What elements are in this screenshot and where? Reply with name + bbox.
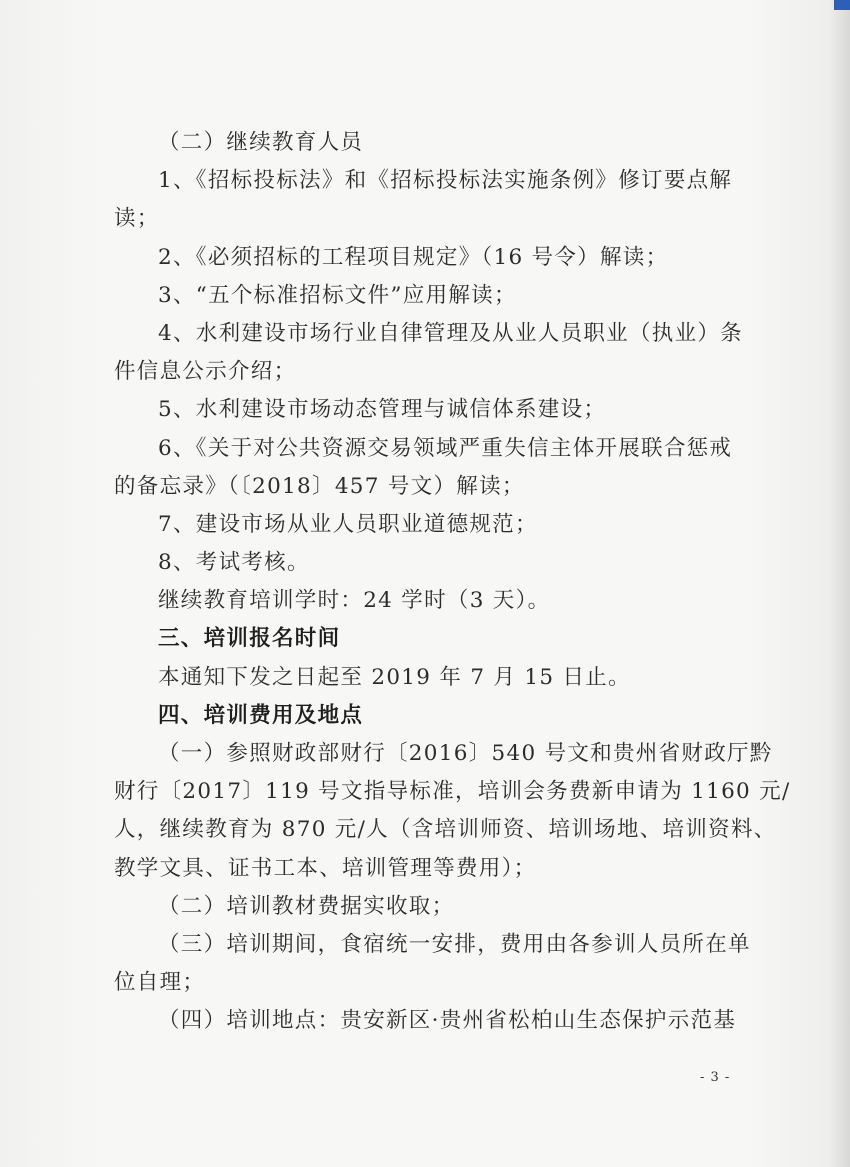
paragraph-line: 本通知下发之日起至 2019 年 7 月 15 日止。 xyxy=(158,664,631,690)
list-item-continuation: 件信息公示介绍； xyxy=(114,359,297,385)
list-item: 5、水利建设市场动态管理与诚信体系建设； xyxy=(158,397,607,423)
section-heading: 三、培训报名时间 xyxy=(158,626,341,652)
list-item: 7、建设市场从业人员职业道德规范； xyxy=(158,511,538,537)
paragraph-line: （一）参照财政部财行〔2016〕540 号文和贵州省财政厅黔 xyxy=(158,741,773,766)
paragraph-line: 继续教育培训学时：24 学时（3 天）。 xyxy=(158,588,551,614)
document-body xyxy=(114,124,791,1041)
paragraph-line: （三）培训期间，食宿统一安排，费用由各参训人员所在单 xyxy=(158,931,751,957)
list-item: 3、“五个标准招标文件”应用解读； xyxy=(158,282,517,308)
list-item-continuation: 的备忘录》（〔2018〕457 号文）解读； xyxy=(114,473,525,499)
list-item-continuation: 读； xyxy=(114,206,160,232)
page-number: - 3 - xyxy=(700,1070,731,1085)
paragraph-line: （二）培训教材费据实收取； xyxy=(158,893,455,919)
paragraph-line: （四）培训地点：贵安新区·贵州省松柏山生态保护示范基 xyxy=(158,1008,737,1034)
paragraph-line: 人，继续教育为 870 元/人（含培训师资、培训场地、培训资料、 xyxy=(114,817,777,843)
scan-corner-mark xyxy=(834,0,850,10)
section-heading: 四、培训费用及地点 xyxy=(158,702,364,728)
paragraph-line: 教学文具、证书工本、培训管理等费用）； xyxy=(114,855,537,881)
list-item: 2、《必须招标的工程项目规定》（16 号令）解读； xyxy=(158,244,669,270)
section-subheading: （二）继续教育人员 xyxy=(158,130,364,155)
paragraph-line: 财行〔2017〕119 号文指导标准，培训会务费新申请为 1160 元/ xyxy=(114,779,791,805)
list-item: 4、水利建设市场行业自律管理及从业人员职业（执业）条 xyxy=(158,320,743,346)
scan-edge-shadow xyxy=(828,0,850,1167)
list-item: 6、《关于对公共资源交易领域严重失信主体开展联合惩戒 xyxy=(158,435,733,461)
list-item: 8、考试考核。 xyxy=(158,550,310,576)
paragraph-line: 位自理； xyxy=(114,970,206,996)
list-item: 1、《招标投标法》和《招标投标法实施条例》修订要点解 xyxy=(158,168,733,194)
